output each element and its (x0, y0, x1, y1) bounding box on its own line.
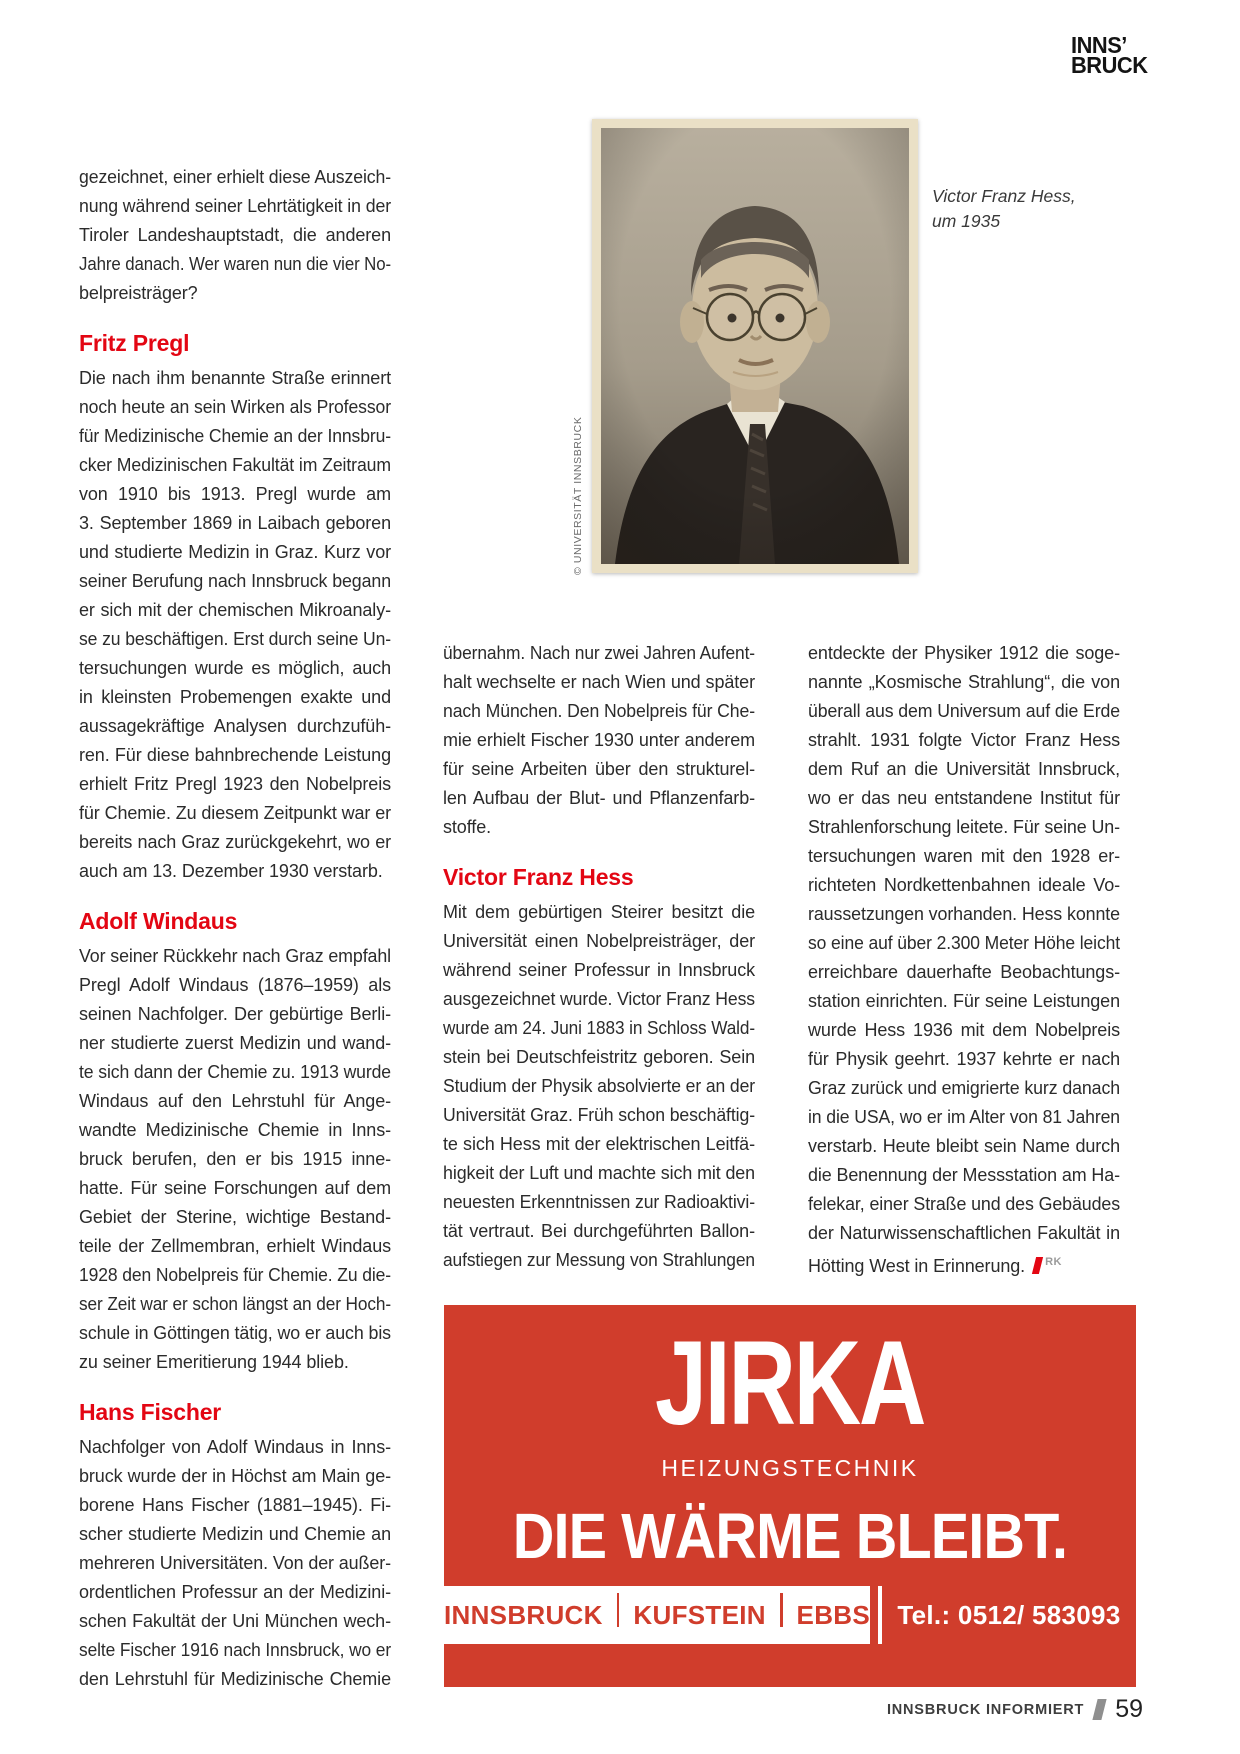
text-line: scher studierte Medizin und Chemie an (79, 1524, 391, 1544)
text-line: Nachfolger von Adolf Windaus in Inns- (79, 1437, 391, 1457)
text-line: aussagekräftige Analysen durchzufüh- (79, 716, 391, 736)
text-line: tersuchungen waren mit den 1928 er- (808, 846, 1120, 866)
photo-caption (932, 184, 1102, 234)
text-line: wurde Hess 1936 mit dem Nobelpreis (808, 1020, 1120, 1040)
text-line: gezeichnet, einer erhielt diese Auszeich- (79, 167, 391, 187)
photo-caption-line-2: um 1935 (932, 211, 1001, 231)
text-line: Windaus auf den Lehrstuhl für Ange- (79, 1091, 391, 1111)
text-column-1 (79, 163, 391, 1694)
location-divider (780, 1593, 783, 1627)
text-line: halt wechselte er nach Wien und später (443, 672, 755, 692)
text-line: stoffe. (443, 817, 492, 837)
section-heading: Adolf Windaus (79, 908, 238, 934)
text-line: erhielt Fritz Pregl 1923 den Nobelpreis (79, 774, 391, 794)
text-line: für Medizinische Chemie an der Innsbru- (79, 426, 391, 446)
text-line: te sich dann der Chemie zu. 1913 wurde (79, 1062, 391, 1082)
text-line: te sich Hess mit der elektrischen Leitfä- (443, 1134, 755, 1154)
text-line: den Lehrstuhl für Medizinische Chemie (79, 1669, 391, 1689)
text-line: und studierte Medizin in Graz. Kurz vor (79, 542, 391, 562)
photo-credit: © UNIVERSITÄT INNSBRUCK (572, 416, 584, 575)
text-line: teile der Zellmembran, erhielt Windaus (79, 1236, 391, 1256)
logo-line-2: BRUCK (1071, 51, 1148, 78)
text-line: tersuchungen wurde es möglich, auch (79, 658, 391, 678)
text-line: für seine Arbeiten über den strukturel- (443, 759, 755, 779)
ad-brand-name: JIRKA (655, 1316, 925, 1450)
text-line: schen Fakultät der Uni München wech- (79, 1611, 391, 1631)
paragraph (79, 364, 391, 886)
text-line: nannte „Kosmische Strahlung“, die von (808, 672, 1120, 692)
strip-gap (870, 1586, 878, 1644)
text-line: während seiner Professur in Innsbruck (443, 960, 755, 980)
text-line: station einrichten. Für seine Leistungen (808, 991, 1120, 1011)
text-line: higkeit der Luft und machte sich mit den (443, 1163, 755, 1183)
text-line: Universität einen Nobelpreisträger, der (443, 931, 755, 951)
paragraph (443, 898, 755, 1275)
footer-slash-icon (1093, 1699, 1107, 1720)
page-number: 59 (1115, 1695, 1143, 1723)
text-line: so eine auf über 2.300 Meter Höhe leicht (808, 933, 1120, 953)
paragraph (443, 639, 755, 842)
portrait-photo (592, 119, 918, 573)
ad-location-1: INNSBRUCK (444, 1599, 603, 1630)
text-line: Hötting West in Erinnerung. $^{RK}$ (808, 1256, 1062, 1276)
text-line: Pregl Adolf Windaus (1876–1959) als (79, 975, 391, 995)
text-line: Strahlenforschung leitete. Für seine Un- (808, 817, 1120, 837)
paragraph (808, 639, 1120, 1277)
text-line: borene Hans Fischer (1881–1945). Fi- (79, 1495, 391, 1515)
paragraph-end-slash-icon (1032, 1257, 1043, 1274)
text-line: belpreisträger? (79, 283, 198, 303)
text-line: erreichbare dauerhafte Beobachtungs- (808, 962, 1120, 982)
text-line: Die nach ihm benannte Straße erinnert (79, 368, 391, 388)
text-line: entdeckte der Physiker 1912 die soge- (808, 643, 1120, 663)
text-line: auch am 13. Dezember 1930 verstarb. (79, 861, 383, 881)
text-line: seinen Nachfolger. Der gebürtige Berli- (79, 1004, 391, 1024)
text-line: tät vertraut. Bei durchgeführten Ballon- (443, 1221, 755, 1241)
text-line: der Naturwissenschaftlichen Fakultät in (808, 1223, 1120, 1243)
text-line: wurde am 24. Juni 1883 in Schloss Wald- (443, 1018, 755, 1038)
text-line: Mit dem gebürtigen Steirer besitzt die (443, 902, 755, 922)
jirka-advertisement (444, 1305, 1136, 1687)
text-line: ren. Für diese bahnbrechende Leistung (79, 745, 391, 765)
text-line: 1928 den Nobelpreis für Chemie. Zu die- (79, 1265, 391, 1285)
text-line: ser Zeit war er schon längst an der Hoch- (79, 1294, 391, 1314)
ad-subtitle: HEIZUNGSTECHNIK (661, 1455, 919, 1481)
text-line: stein bei Deutschfeistritz geboren. Sein (443, 1047, 755, 1067)
ad-bottom-strip (444, 1586, 1136, 1644)
ad-phone: Tel.: 0512/ 583093 (897, 1599, 1121, 1630)
text-line: übernahm. Nach nur zwei Jahren Aufent- (443, 643, 755, 663)
text-line: mie erhielt Fischer 1930 unter anderem (443, 730, 755, 750)
section-heading: Victor Franz Hess (443, 864, 634, 890)
text-line: überall aus dem Universum auf die Erde (808, 701, 1120, 721)
text-line: in kleinsten Probemengen exakte und (79, 687, 391, 707)
text-line: er sich mit der chemischen Mikroanaly- (79, 600, 391, 620)
text-line: ner studierte zuerst Medizin und wand- (79, 1033, 391, 1053)
paragraph (79, 942, 391, 1377)
text-line: mehreren Universitäten. Von der außer- (79, 1553, 391, 1573)
author-initials: RK (1045, 1256, 1062, 1268)
photo-caption-line-1: Victor Franz Hess, (932, 186, 1076, 206)
ad-locations (444, 1586, 870, 1644)
text-line: raussetzungen vorhanden. Hess konnte (808, 904, 1120, 924)
paragraph (79, 1433, 391, 1694)
page-footer (887, 1695, 1143, 1724)
text-line: Studium der Physik absolvierte er an der (443, 1076, 755, 1096)
text-line: zu seiner Emeritierung 1944 blieb. (79, 1352, 349, 1372)
ad-slogan: DIE WÄRME BLEIBT. (512, 1500, 1068, 1572)
text-line: dem Ruf an die Universität Innsbruck, (808, 759, 1120, 779)
paragraph (79, 163, 391, 308)
text-line: hatte. Für seine Forschungen auf dem (79, 1178, 391, 1198)
text-line: Universität Graz. Früh schon beschäftig- (443, 1105, 755, 1125)
text-line: für Chemie. Zu diesem Zeitpunkt war er (79, 803, 391, 823)
text-line: bruck wurde der in Höchst am Main ge- (79, 1466, 391, 1486)
text-line: felekar, einer Straße und des Gebäudes (808, 1194, 1120, 1214)
portrait-illustration (601, 128, 909, 564)
magazine-name: INNSBRUCK INFORMIERT (886, 1701, 1085, 1718)
text-line: Gebiet der Sterine, wichtige Bestand- (79, 1207, 391, 1227)
text-line: ausgezeichnet wurde. Victor Franz Hess (443, 989, 755, 1009)
text-line: bereits nach Graz zurückgekehrt, wo er (79, 832, 391, 852)
text-line: richteten Nordkettenbahnen ideale Vo- (808, 875, 1120, 895)
text-line: nach München. Den Nobelpreis für Che- (443, 701, 755, 721)
text-line: aufstiegen zur Messung von Strahlungen (443, 1250, 755, 1270)
text-line: von 1910 bis 1913. Pregl wurde am (79, 484, 391, 504)
logo-line-1: INNS’ (1071, 32, 1127, 58)
text-line: wo er das neu entstandene Institut für (808, 788, 1120, 808)
ad-location-3: EBBS (796, 1599, 870, 1630)
innsbruck-logo (1071, 32, 1148, 78)
text-line: selte Fischer 1916 nach Innsbruck, wo er (79, 1640, 391, 1660)
text-line: in die USA, wo er im Alter von 81 Jahren (808, 1107, 1120, 1127)
text-line: die Benennung der Messstation am Ha- (808, 1165, 1120, 1185)
location-divider (617, 1593, 620, 1627)
section-heading: Fritz Pregl (79, 330, 190, 356)
text-line: se zu beschäftigen. Erst durch seine Un- (79, 629, 391, 649)
text-line: noch heute an sein Wirken als Professor (79, 397, 391, 417)
text-line: Jahre danach. Wer waren nun die vier No- (79, 254, 391, 274)
text-line: 3. September 1869 in Laibach geboren (79, 513, 391, 533)
text-line: wandte Medizinische Chemie in Inns- (79, 1120, 391, 1140)
text-column-2 (443, 639, 755, 1275)
text-line: len Aufbau der Blut- und Pflanzenfarb- (443, 788, 755, 808)
text-line: Graz zurück und emigrierte kurz danach (808, 1078, 1120, 1098)
text-column-3 (808, 639, 1120, 1277)
text-line: ordentlichen Professur an der Medizini- (79, 1582, 391, 1602)
text-line: schule in Göttingen tätig, wo er auch bis (79, 1323, 391, 1343)
text-line: cker Medizinischen Fakultät im Zeitraum (79, 455, 391, 475)
text-line: seiner Berufung nach Innsbruck begann (79, 571, 391, 591)
text-line: neuesten Erkenntnissen zur Radioaktivi- (443, 1192, 755, 1212)
text-line: nung während seiner Lehrtätigkeit in der (79, 196, 391, 216)
text-line: Tiroler Landeshauptstadt, die anderen (79, 225, 391, 245)
text-line: bruck berufen, den er bis 1915 inne- (79, 1149, 391, 1169)
text-line: verstarb. Heute bleibt sein Name durch (808, 1136, 1120, 1156)
section-heading: Hans Fischer (79, 1399, 222, 1425)
text-line: strahlt. 1931 folgte Victor Franz Hess (808, 730, 1120, 750)
ad-location-2: KUFSTEIN (633, 1599, 766, 1630)
text-line: Vor seiner Rückkehr nach Graz empfahl (79, 946, 391, 966)
text-line: für Physik geehrt. 1937 kehrte er nach (808, 1049, 1120, 1069)
